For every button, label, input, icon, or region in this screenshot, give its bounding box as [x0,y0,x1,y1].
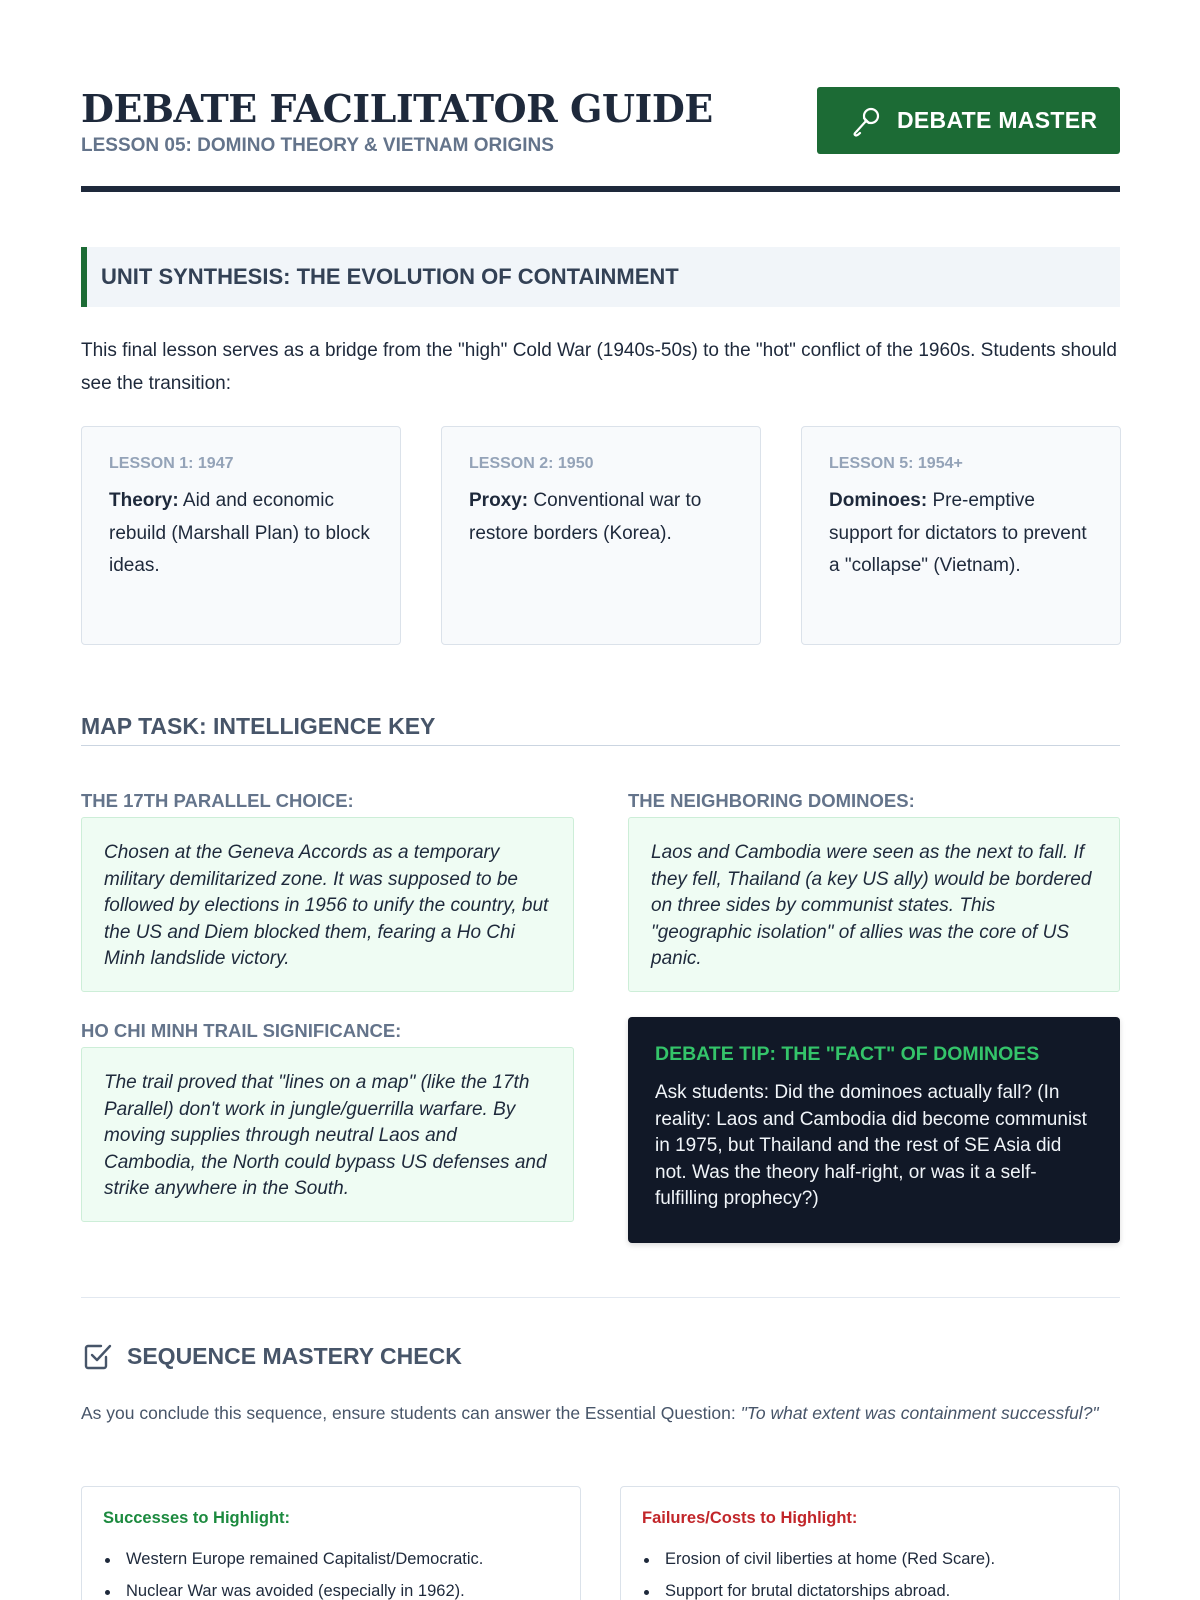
lesson-card-term: Theory: [109,490,179,511]
debate-master-badge [817,87,1120,154]
debate-tip-text: Ask students: Did the dominoes actually fall? (In reality: Laos and Cambodia did become communist in 1975, but Thailand and the rest of SE Asia did not. Was the theory half-right, or was it a self-fulfilling prophecy?) [655,1082,1087,1210]
parallel-note: Chosen at the Geneva Accords as a temporary military demilitarized zone. It was supposed to be followed by elections in 1956 to unify the country, but the US and Diem blocked them, fearing a Ho Chi Minh landslide victory. [81,817,574,992]
microphone-icon [849,104,883,138]
mastery-check-title: SEQUENCE MASTERY CHECK [127,1342,462,1369]
map-task-heading: MAP TASK: INTELLIGENCE KEY [81,713,436,739]
debate-tip-box [628,1017,1120,1243]
dominoes-heading: THE NEIGHBORING DOMINOES: [628,790,915,811]
lesson-card-text [829,485,1093,583]
lesson-card-label: LESSON 5: 1954+ [829,455,963,472]
essential-question-intro: As you conclude this sequence, ensure students can answer the Essential Question: [81,1403,741,1423]
unit-synthesis-banner [81,247,1120,307]
lesson-card-body: Aid and economic rebuild (Marshall Plan) to block ideas. [109,490,370,576]
failures-card [620,1486,1120,1600]
trail-heading: HO CHI MINH TRAIL SIGNIFICANCE: [81,1020,402,1041]
header [81,86,1120,194]
lesson-card-label: LESSON 1: 1947 [109,455,234,472]
lesson-card-text [469,485,733,550]
lesson-card-label: LESSON 2: 1950 [469,455,594,472]
essential-question-text: "To what extent was containment successful?" [740,1403,1099,1423]
badge-label: DEBATE MASTER [897,107,1098,133]
unit-intro: This final lesson serves as a bridge from the "high" Cold War (1940s-50s) to the "hot" conflict of the 1960s. Students should see the transition: [81,340,1117,394]
failures-title: Failures/Costs to Highlight: [642,1509,858,1527]
lesson-card-term: Dominoes: [829,490,928,511]
debate-tip-title: DEBATE TIP: THE "FACT" OF DOMINOES [655,1043,1040,1065]
unit-synthesis-title: UNIT SYNTHESIS: THE EVOLUTION OF CONTAINMENT [101,264,679,289]
page-subtitle: LESSON 05: DOMINO THEORY & VIETNAM ORIGINS [81,135,554,156]
header-divider [81,186,1120,192]
lesson-card-body: Pre-emptive support for dictators to prevent a "collapse" (Vietnam). [829,490,1087,576]
successes-card [81,1486,581,1600]
successes-list [103,1544,559,1600]
lesson-card-5 [801,426,1121,645]
lesson-card-2 [441,426,761,645]
list-item: Nuclear War was avoided (especially in 1962). [103,1576,559,1600]
map-task-divider [81,745,1120,746]
list-item: Support for brutal dictatorships abroad. [642,1576,1098,1600]
list-item: Erosion of civil liberties at home (Red Scare). [642,1544,1098,1576]
dominoes-note: Laos and Cambodia were seen as the next to fall. If they fell, Thailand (a key US ally) would be bordered on three sides by communist states. This "geographic isolation" of allies was the core of US panic. [628,817,1120,992]
successes-title: Successes to Highlight: [103,1509,291,1527]
mastery-check-header [81,1340,462,1372]
page-title: DEBATE FACILITATOR GUIDE [81,86,713,131]
lesson-card-term: Proxy: [469,490,529,511]
checkbox-icon [81,1340,113,1372]
lesson-card-body: Conventional war to restore borders (Korea). [469,490,702,544]
list-item: Western Europe remained Capitalist/Democratic. [103,1544,559,1576]
lesson-card-text [109,485,373,583]
section-divider [81,1297,1120,1298]
essential-question [81,1398,1120,1428]
parallel-heading: THE 17TH PARALLEL CHOICE: [81,790,354,811]
lesson-card-1 [81,426,401,645]
failures-list [642,1544,1098,1600]
trail-note: The trail proved that "lines on a map" (like the 17th Parallel) don't work in jungle/guerrilla warfare. By moving supplies through neutral Laos and Cambodia, the North could bypass US defenses and strike anywhere in the South. [81,1047,574,1222]
